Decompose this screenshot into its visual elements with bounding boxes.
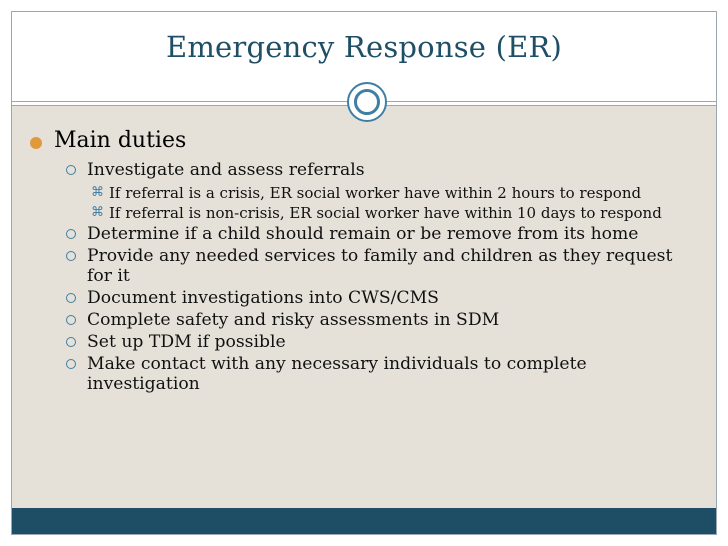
cross-bullet-icon: ⌘ (91, 205, 104, 220)
sub-text: If referral is a crisis, ER social worker have within 2 hours to respond (109, 184, 642, 202)
list-item (54, 354, 696, 394)
hollow-circle-bullet-icon (66, 251, 76, 261)
list-item-main-duties (20, 128, 696, 394)
list-item (54, 310, 696, 330)
list-item (54, 246, 696, 286)
duty-text: Provide any needed services to family and children as they request for it (87, 246, 673, 286)
list-item (87, 204, 696, 222)
duty-text: Set up TDM if possible (87, 332, 286, 352)
hollow-circle-bullet-icon (66, 293, 76, 303)
duty-text: Complete safety and risky assessments in SDM (87, 310, 500, 330)
slide-frame (11, 11, 717, 535)
content-area (12, 106, 716, 510)
duties-list (54, 160, 696, 394)
list-item (54, 160, 696, 222)
list-item (54, 332, 696, 352)
footer-bar (12, 508, 716, 534)
duty-text: Document investigations into CWS/CMS (87, 288, 439, 308)
sub-list (87, 184, 696, 222)
hollow-circle-bullet-icon (66, 229, 76, 239)
sub-text: If referral is non-crisis, ER social worker have within 10 days to respond (109, 204, 662, 222)
hollow-circle-bullet-icon (66, 337, 76, 347)
list-item (54, 224, 696, 244)
hollow-circle-bullet-icon (66, 359, 76, 369)
duty-text: Determine if a child should remain or be remove from its home (87, 224, 639, 244)
hollow-circle-bullet-icon (66, 165, 76, 175)
duty-text: Make contact with any necessary individuals to complete investigation (87, 354, 587, 394)
main-duties-heading: Main duties (54, 128, 187, 153)
slide-title: Emergency Response (ER) (165, 30, 562, 64)
list-item (54, 288, 696, 308)
bullet-list (20, 128, 696, 396)
hollow-circle-bullet-icon (66, 315, 76, 325)
cross-bullet-icon: ⌘ (91, 185, 104, 200)
duty-text: Investigate and assess referrals (87, 160, 365, 180)
filled-circle-bullet-icon (30, 137, 42, 149)
list-item (87, 184, 696, 202)
circle-ornament-icon (347, 82, 387, 122)
